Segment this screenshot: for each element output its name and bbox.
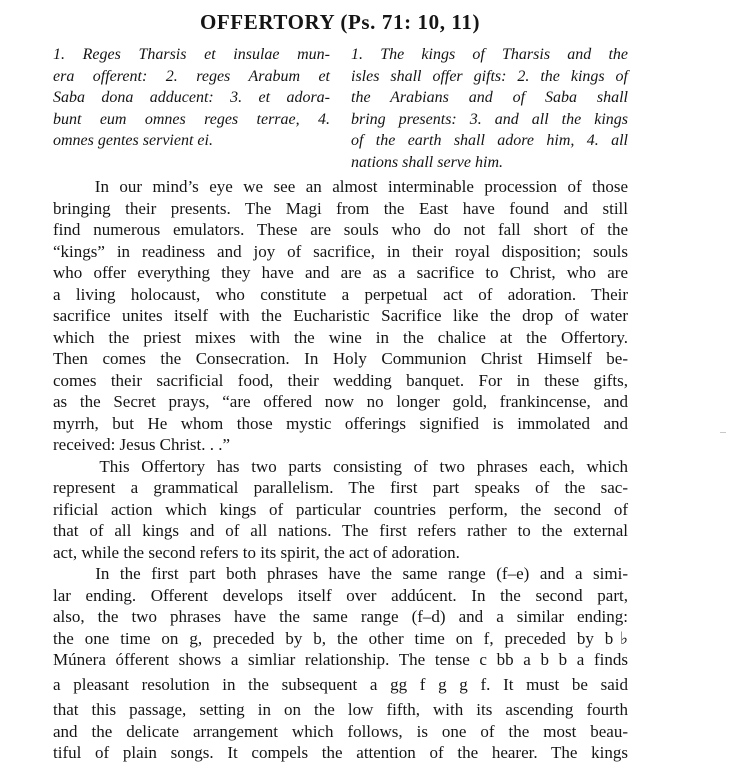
body-line: and the delicate arrangement which follows, is one of the most beau- bbox=[53, 721, 628, 741]
body-line: act, while the second refers to its spirit, the act of adoration. bbox=[53, 542, 460, 562]
english-translation-column bbox=[351, 44, 628, 173]
body-line: that of all kings and of all nations. The first refers rather to the external bbox=[53, 521, 628, 540]
body-line: lar ending. Offerent develops itself over addúcent. In the second part, bbox=[53, 585, 628, 605]
body-line: as the Secret prays, “are offered now no longer gold, frankincense, and bbox=[53, 392, 628, 411]
body-line: In the first part both phrases have the same range (f–e) and a simi- bbox=[53, 564, 628, 583]
body-line: bringing their presents. The Magi from the East have found and still bbox=[53, 198, 628, 218]
latin-line: era offerent: 2. reges Arabum et bbox=[53, 67, 330, 85]
english-line: nations shall serve him. bbox=[351, 153, 503, 171]
margin-mark bbox=[720, 432, 726, 433]
body-line: also, the two phrases have the same range (f–d) and a similar ending: bbox=[53, 607, 628, 626]
body-line: sacrifice unites itself with the Eucharistic Sacrifice like the drop of water bbox=[53, 306, 628, 325]
commentary-body bbox=[53, 176, 628, 764]
body-line: This Offertory has two parts consisting of two phrases each, which bbox=[53, 456, 628, 476]
body-line: which the priest mixes with the wine in the chalice at the Offertory. bbox=[53, 327, 628, 347]
body-line: comes their sacrificial food, their wedding banquet. For in these gifts, bbox=[53, 370, 628, 390]
body-line: Múnera ófferent shows a simliar relationship. The tense c bb a b b a finds bbox=[53, 650, 628, 669]
english-line: of the earth shall adore him, 4. all bbox=[351, 132, 628, 149]
latin-line: Saba dona adducent: 3. et adora- bbox=[53, 89, 330, 106]
english-line: the Arabians and of Saba shall bbox=[351, 89, 628, 106]
body-line: that this passage, setting in on the low fifth, with its ascending fourth bbox=[53, 700, 628, 719]
english-line: 1. The kings of Tharsis and the bbox=[351, 46, 628, 63]
latin-line: 1. Reges Tharsis et insulae mun- bbox=[53, 46, 330, 63]
page-title: OFFERTORY (Ps. 71: 10, 11) bbox=[199, 10, 481, 34]
body-line: Then comes the Consecration. In Holy Communion Christ Himself be- bbox=[53, 349, 628, 368]
body-line: received: Jesus Christ. . .” bbox=[53, 435, 231, 454]
latin-text-column bbox=[53, 44, 330, 152]
body-line: rificial action which kings of particular countries perform, the second of bbox=[53, 499, 628, 519]
body-line: tiful of plain songs. It compels the attention of the hearer. The kings bbox=[53, 743, 628, 762]
body-line: myrrh, but He whom those mystic offerings signified is immolated and bbox=[53, 413, 628, 433]
latin-line: bunt eum omnes reges terrae, 4. bbox=[53, 110, 330, 128]
latin-line: omnes gentes servient ei. bbox=[53, 132, 213, 149]
body-line: find numerous emulators. These are souls who do not fall short of the bbox=[53, 220, 628, 239]
english-line: bring presents: 3. and all the kings bbox=[351, 110, 628, 128]
english-line: isles shall offer gifts: 2. the kings of bbox=[351, 67, 628, 85]
body-line: a living holocaust, who constitute a perpetual act of adoration. Their bbox=[53, 284, 628, 304]
body-line: “kings” in readiness and joy of sacrifice, in their royal disposition; souls bbox=[53, 241, 628, 261]
body-line: represent a grammatical parallelism. The first part speaks of the sac- bbox=[53, 478, 628, 497]
body-line: the one time on g, preceded by b, the other time on f, preceded by b♭ bbox=[53, 628, 628, 648]
body-line: a pleasant resolution in the subsequent a gg f g g f. It must be said bbox=[53, 675, 628, 694]
body-line: In our mind’s eye we see an almost interminable procession of those bbox=[53, 177, 628, 196]
body-line: who offer everything they have and are as a sacrifice to Christ, who are bbox=[53, 263, 628, 282]
